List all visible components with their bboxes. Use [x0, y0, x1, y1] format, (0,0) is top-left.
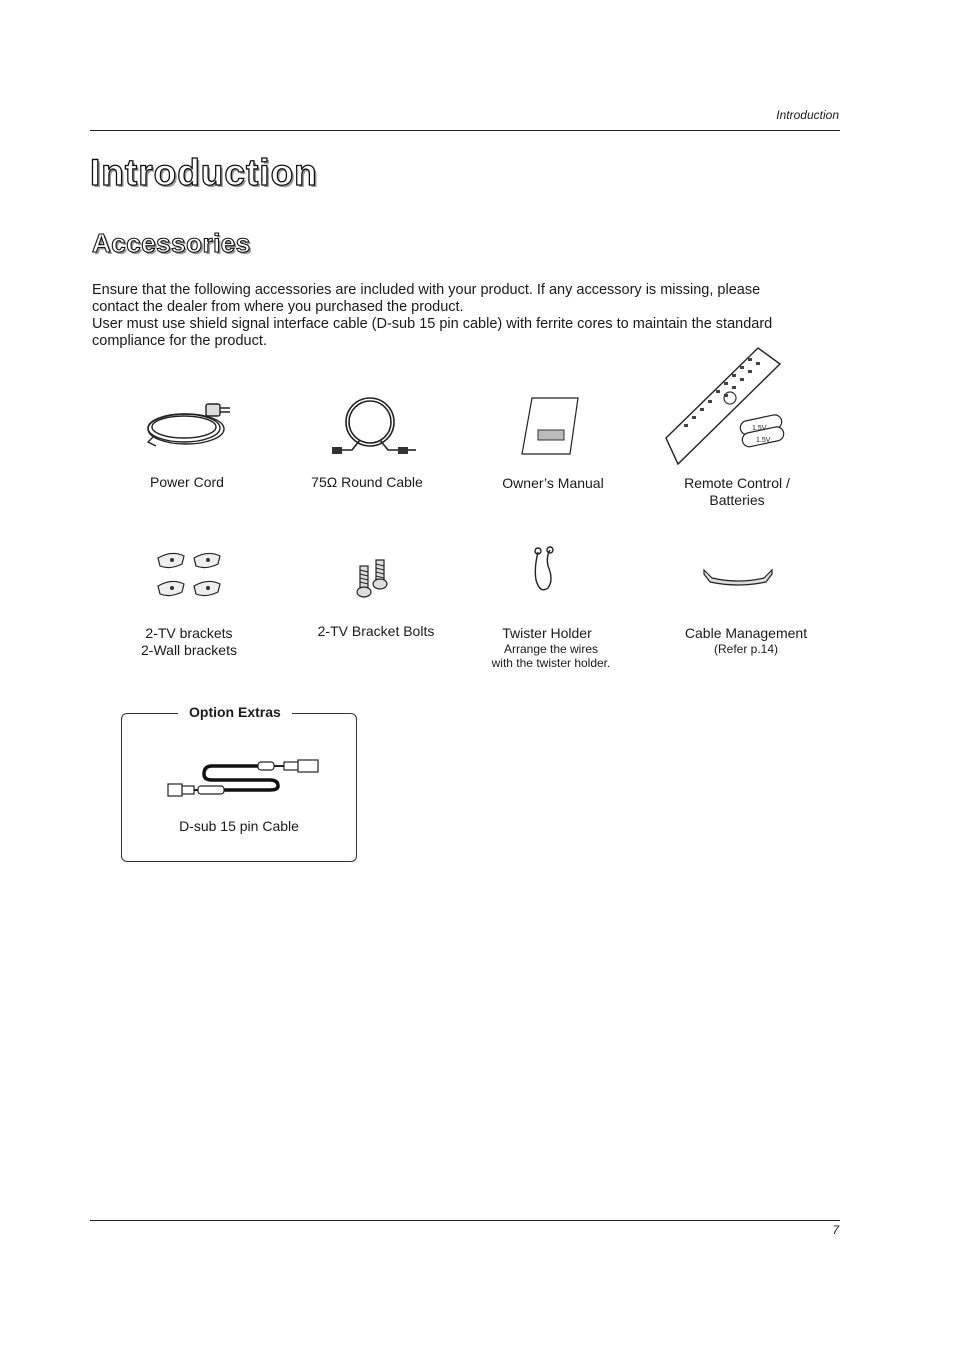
- round-cable-item: [302, 474, 432, 491]
- bolts-illustration: [352, 556, 396, 602]
- header-rule: [90, 130, 840, 131]
- remote-label-line-1: Remote Control /: [684, 475, 790, 491]
- cable-management-note: (Refer p.14): [713, 642, 779, 656]
- twister-holder-illustration: [530, 546, 558, 596]
- brackets-label-line-2: 2-Wall brackets: [141, 642, 237, 658]
- footer-rule: [90, 1220, 840, 1221]
- twister-note-line-1: Arrange the wires: [503, 642, 599, 656]
- cable-management-label: Cable Management: [684, 625, 808, 641]
- brackets-illustration: [154, 548, 226, 604]
- round-cable-label: 75Ω Round Cable: [311, 474, 423, 490]
- remote-label-line-2: Batteries: [709, 492, 765, 508]
- brackets-item: [124, 625, 254, 659]
- twister-label: Twister Holder: [502, 625, 592, 641]
- section-title: Accessories: [92, 228, 251, 258]
- twister-item: [476, 625, 626, 670]
- intro-paragraph-2: User must use shield signal interface cable (D-sub 15 pin cable) with ferrite cores to maintain the standard compliance for the product.: [92, 316, 773, 349]
- cable-management-illustration: [702, 566, 774, 588]
- intro-paragraph-1: Ensure that the following accessories are included with your product. If any accessory is missing, please contact the dealer from where you purchased the product.: [92, 282, 761, 315]
- power-cord-illustration: [142, 398, 234, 450]
- running-header: Introduction: [776, 108, 839, 122]
- twister-note-line-2: with the twister holder.: [491, 656, 611, 670]
- page-title: Introduction: [90, 152, 318, 193]
- battery-2-label: 1.5V: [756, 437, 771, 444]
- dsub-cable-label: D-sub 15 pin Cable: [179, 818, 299, 834]
- battery-1-label: 1.5V: [752, 425, 767, 432]
- page-number: 7: [832, 1223, 839, 1237]
- power-cord-item: [127, 474, 247, 491]
- cable-management-item: [676, 625, 816, 656]
- brackets-label-line-1: 2-TV brackets: [145, 625, 233, 641]
- remote-and-batteries-illustration: [660, 346, 788, 468]
- remote-item: [672, 475, 802, 509]
- manual-illustration: [520, 396, 582, 456]
- manual-label: Owner’s Manual: [502, 475, 604, 491]
- round-cable-illustration: [330, 396, 420, 458]
- manual-item: [488, 475, 618, 492]
- intro-text: [92, 282, 792, 350]
- power-cord-label: Power Cord: [150, 474, 224, 490]
- bolts-item: [306, 623, 446, 640]
- bolts-label: 2-TV Bracket Bolts: [317, 623, 435, 639]
- dsub-cable-illustration: [164, 756, 324, 800]
- option-extras-title: Option Extras: [178, 704, 292, 720]
